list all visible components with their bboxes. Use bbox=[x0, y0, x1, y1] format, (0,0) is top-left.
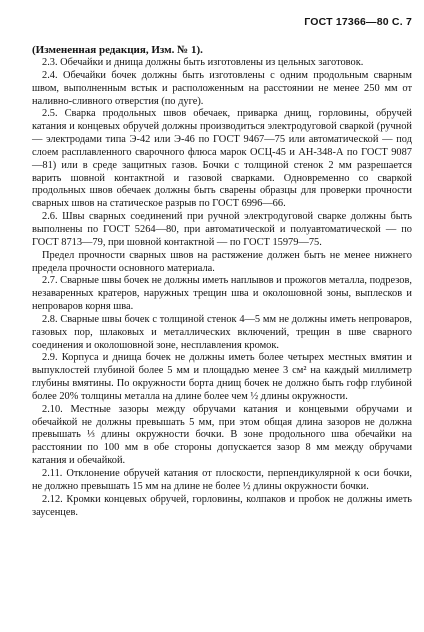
clause-2-9: 2.9. Корпуса и днища бочек не должны иметь более четырех местных вмятин и выпуклостей глубиной более 5 мм и площадью менее 3 см² на каждый миллиметр глубины вмятины. По окружности борта днищ бочек не должно быть гофр глубиной более 20% толщины металла на длине более чем ½ длины окружности. bbox=[32, 352, 412, 402]
clause-2-6: 2.6. Швы сварных соединений при ручной электродуговой сварке должны быть выполнены по ГОСТ 5264—80, при автоматической и полуавтоматической — по ГОСТ 8713—79, при шовной контактной — по ГОСТ 15979—75. bbox=[32, 211, 412, 248]
clause-2-7: 2.7. Сварные швы бочек не должны иметь наплывов и прожогов металла, подрезов, незаваренных кратеров, наружных трещин шва и околошовной зоны, выплесков и непроваров корня шва. bbox=[32, 275, 412, 313]
clause-2-3: 2.3. Обечайки и днища должны быть изготовлены из цельных заготовок. bbox=[42, 57, 364, 68]
clause-2-4: 2.4. Обечайки бочек должны быть изготовлены с одним продольным сварным швом, выполненным встык и расположенным на расстоянии не менее 250 мм от наливно-сливного отверстия (по дуге). bbox=[32, 69, 412, 107]
clause-2-6-strength: Предел прочности сварных швов на растяжение должен быть не менее нижнего предела прочности основного материала. bbox=[32, 249, 412, 274]
amendment-note: (Измененная редакция, Изм. № 1). bbox=[32, 44, 203, 56]
document-page bbox=[32, 16, 412, 519]
page-header: ГОСТ 17366—80 С. 7 bbox=[304, 16, 412, 28]
clause-2-11: 2.11. Отклонение обручей катания от плоскости, перпендикулярной к оси бочки, не должно превышать 15 мм на длине не более ½ длины окружности бочки. bbox=[32, 468, 412, 492]
clause-2-10: 2.10. Местные зазоры между обручами катания и концевыми обручами и обечайкой не должны превышать 5 мм, при этом общая длина зазоров не должна превышать ⅓ длины окружности бочки. В зоне продольного шва обечайки на расстоянии по 100 мм в обе стороны допускается зазор 8 мм между обручами катания и обечайкой. bbox=[32, 403, 412, 467]
clause-2-8: 2.8. Сварные швы бочек с толщиной стенок 4—5 мм не должны иметь непроваров, газовых пор, шлаковых и металлических включений, трещин в шве сварного соединения и околошовной зоне, несплавления кромок. bbox=[32, 313, 412, 351]
clause-2-5: 2.5. Сварка продольных швов обечаек, приварка днищ, горловины, обручей катания и концевых обручей должны производиться электродуговой сваркой (ручной — электродами типа Э-42 или Э-46 по ГОСТ 9467—75 или автоматической — под слоем расплавленного сварочного флюса марок ОСЦ-45 и АН-348-А по ГОСТ 9087—81) или в среде защитных газов. Бочки с толщиной стенок 2 мм разрешается варить шовной контактной и газовой сварками. Одновременно со сваркой продольных швов обечаек должны быть сварены образцы для проверки прочности сварных швов на статическое разрыв по ГОСТ 6996—66. bbox=[32, 108, 412, 210]
clause-2-12: 2.12. Кромки концевых обручей, горловины, колпаков и пробок не должны иметь заусенцев. bbox=[32, 493, 412, 518]
